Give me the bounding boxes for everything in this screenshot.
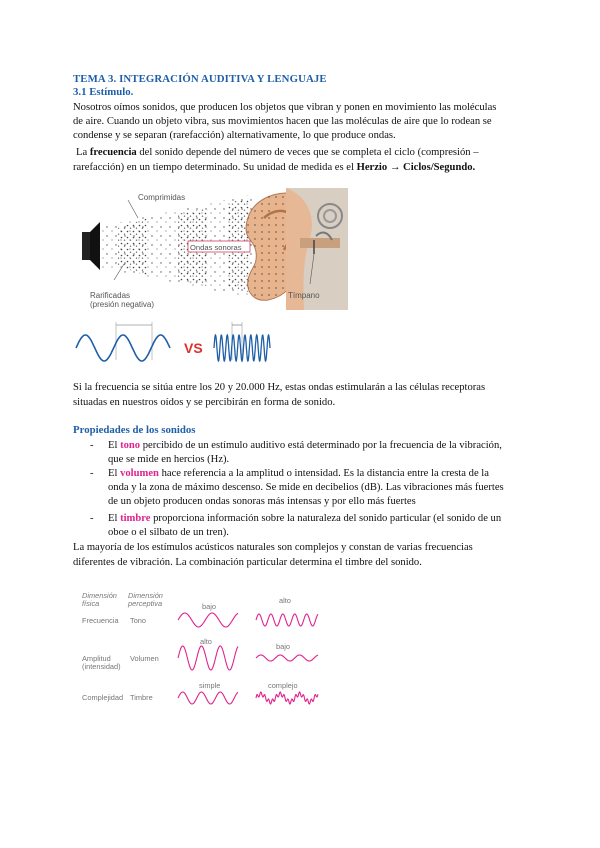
bullet-dash: - bbox=[90, 468, 94, 479]
wave-high-pitch bbox=[256, 614, 318, 626]
row-complejidad-physical: Complejidad bbox=[82, 693, 124, 702]
header-physical-1: Dimensión bbox=[82, 591, 117, 600]
row-amplitud-perceptual: Volumen bbox=[130, 654, 159, 663]
text-run: El bbox=[108, 440, 121, 451]
row-complejidad-left: simple bbox=[199, 681, 221, 690]
paragraph-line: Nosotros oímos sonidos, que producen los objetos que vibran y ponen en movimiento las moléculas bbox=[73, 102, 497, 113]
bullet-tono bbox=[108, 439, 502, 452]
bullet-volumen bbox=[108, 467, 489, 480]
bullet-line: oboe o el silbato de un tren). bbox=[108, 527, 229, 538]
section-heading-propiedades: Propiedades de los sonidos bbox=[73, 424, 196, 436]
bullet-timbre bbox=[108, 512, 501, 525]
text-run: hace referencia a la amplitud o intensidad. Es la distancia entre la cresta de la bbox=[158, 468, 489, 479]
bullet-dash: - bbox=[90, 440, 94, 451]
frequency-comparison-figure bbox=[74, 320, 274, 370]
paragraph-line: de aire. Cuando un objeto vibra, sus movimientos hacen que las moléculas de aire que lo rodean se bbox=[73, 116, 492, 127]
frequency-waves bbox=[74, 320, 274, 370]
wave-low-pitch bbox=[178, 613, 238, 627]
bullet-dash: - bbox=[90, 513, 94, 524]
label-comprimidas: Comprimidas bbox=[138, 193, 186, 202]
row-amplitud-physical-2: (intensidad) bbox=[82, 662, 121, 671]
keyword-timbre: timbre bbox=[120, 513, 151, 524]
paragraph-line: La mayoría de los estímulos acústicos naturales son complejos y constan de varias frecuencias bbox=[73, 542, 473, 553]
text-run: El bbox=[108, 468, 121, 479]
label-timpano: Tímpano bbox=[288, 291, 320, 300]
text-run: La bbox=[76, 147, 90, 158]
row-amplitud-left: alto bbox=[200, 637, 212, 646]
ear-sound-wave-figure bbox=[78, 188, 348, 310]
row-frecuencia-perceptual: Tono bbox=[130, 616, 147, 625]
text-run: rarefacción) en un tiempo determinado. Su unidad de medida es el bbox=[73, 162, 357, 173]
header-perceptual-2: perceptiva bbox=[128, 599, 163, 608]
section-heading-estimulo: 3.1 Estímulo. bbox=[73, 86, 134, 98]
sound-dimensions-figure bbox=[78, 592, 338, 717]
header-perceptual-1: Dimensión bbox=[128, 591, 163, 600]
text-run: El bbox=[108, 513, 121, 524]
wave-simple bbox=[178, 692, 238, 704]
keyword-herzio: Herzio → Ciclos/Segundo. bbox=[356, 162, 476, 173]
row-frecuencia-physical: Frecuencia bbox=[82, 616, 119, 625]
row-complejidad-perceptual: Timbre bbox=[130, 693, 153, 702]
document-title: TEMA 3. INTEGRACIÓN AUDITIVA Y LENGUAJE bbox=[73, 73, 327, 85]
paragraph-line: diferentes de vibración. La combinación particular determina el timbre del sonido. bbox=[73, 557, 422, 568]
wave-loud bbox=[178, 646, 238, 670]
wave-complex bbox=[256, 692, 318, 704]
keyword-volumen: volumen bbox=[120, 468, 159, 479]
paragraph-line: Si la frecuencia se sitúa entre los 20 y 20.000 Hz, estas ondas estimularán a las células receptoras bbox=[73, 382, 486, 393]
label-ondas-sonoras: Ondas sonoras bbox=[190, 243, 242, 252]
vs-label: VS bbox=[184, 340, 203, 356]
keyword-tono: tono bbox=[120, 440, 141, 451]
text-run: proporciona información sobre la naturaleza del sonido particular (el sonido de un bbox=[150, 513, 502, 524]
label-presion-negativa: (presión negativa) bbox=[90, 300, 155, 309]
keyword-frecuencia: frecuencia bbox=[89, 147, 137, 158]
bullet-line: onda y la zona de máximo descenso. Se mide en decibelios (dB). Las vibraciones más fuertes bbox=[108, 482, 504, 493]
row-amplitud-physical: Amplitud bbox=[82, 654, 111, 663]
header-physical-2: física bbox=[82, 599, 100, 608]
bullet-line: que se mide en hercios (Hz). bbox=[108, 454, 230, 465]
row-amplitud-right: bajo bbox=[276, 642, 290, 651]
label-rarificadas: Rarificadas bbox=[90, 291, 131, 300]
paragraph-line: situadas en nuestros oídos y se percibirán en forma de sonido. bbox=[73, 397, 336, 408]
bullet-line: de un objeto producen ondas sonoras más intensas y por ello más fuertes bbox=[108, 496, 416, 507]
paragraph-line bbox=[73, 161, 475, 174]
paragraph-line bbox=[76, 146, 479, 159]
paragraph-line: condense y se separan (rarefacción) alternativamente, lo que produce ondas. bbox=[73, 130, 396, 141]
row-frecuencia-left: bajo bbox=[202, 602, 216, 611]
text-run: del sonido depende del número de veces que se completa el ciclo (compresión – bbox=[136, 147, 479, 158]
wave-soft bbox=[256, 655, 318, 661]
dimension-waves bbox=[78, 592, 338, 717]
row-frecuencia-right: alto bbox=[279, 596, 291, 605]
text-run: percibido de un estímulo auditivo está determinado por la frecuencia de la vibración, bbox=[140, 440, 502, 451]
low-frequency-wave bbox=[76, 335, 170, 361]
row-complejidad-right: complejo bbox=[268, 681, 298, 690]
